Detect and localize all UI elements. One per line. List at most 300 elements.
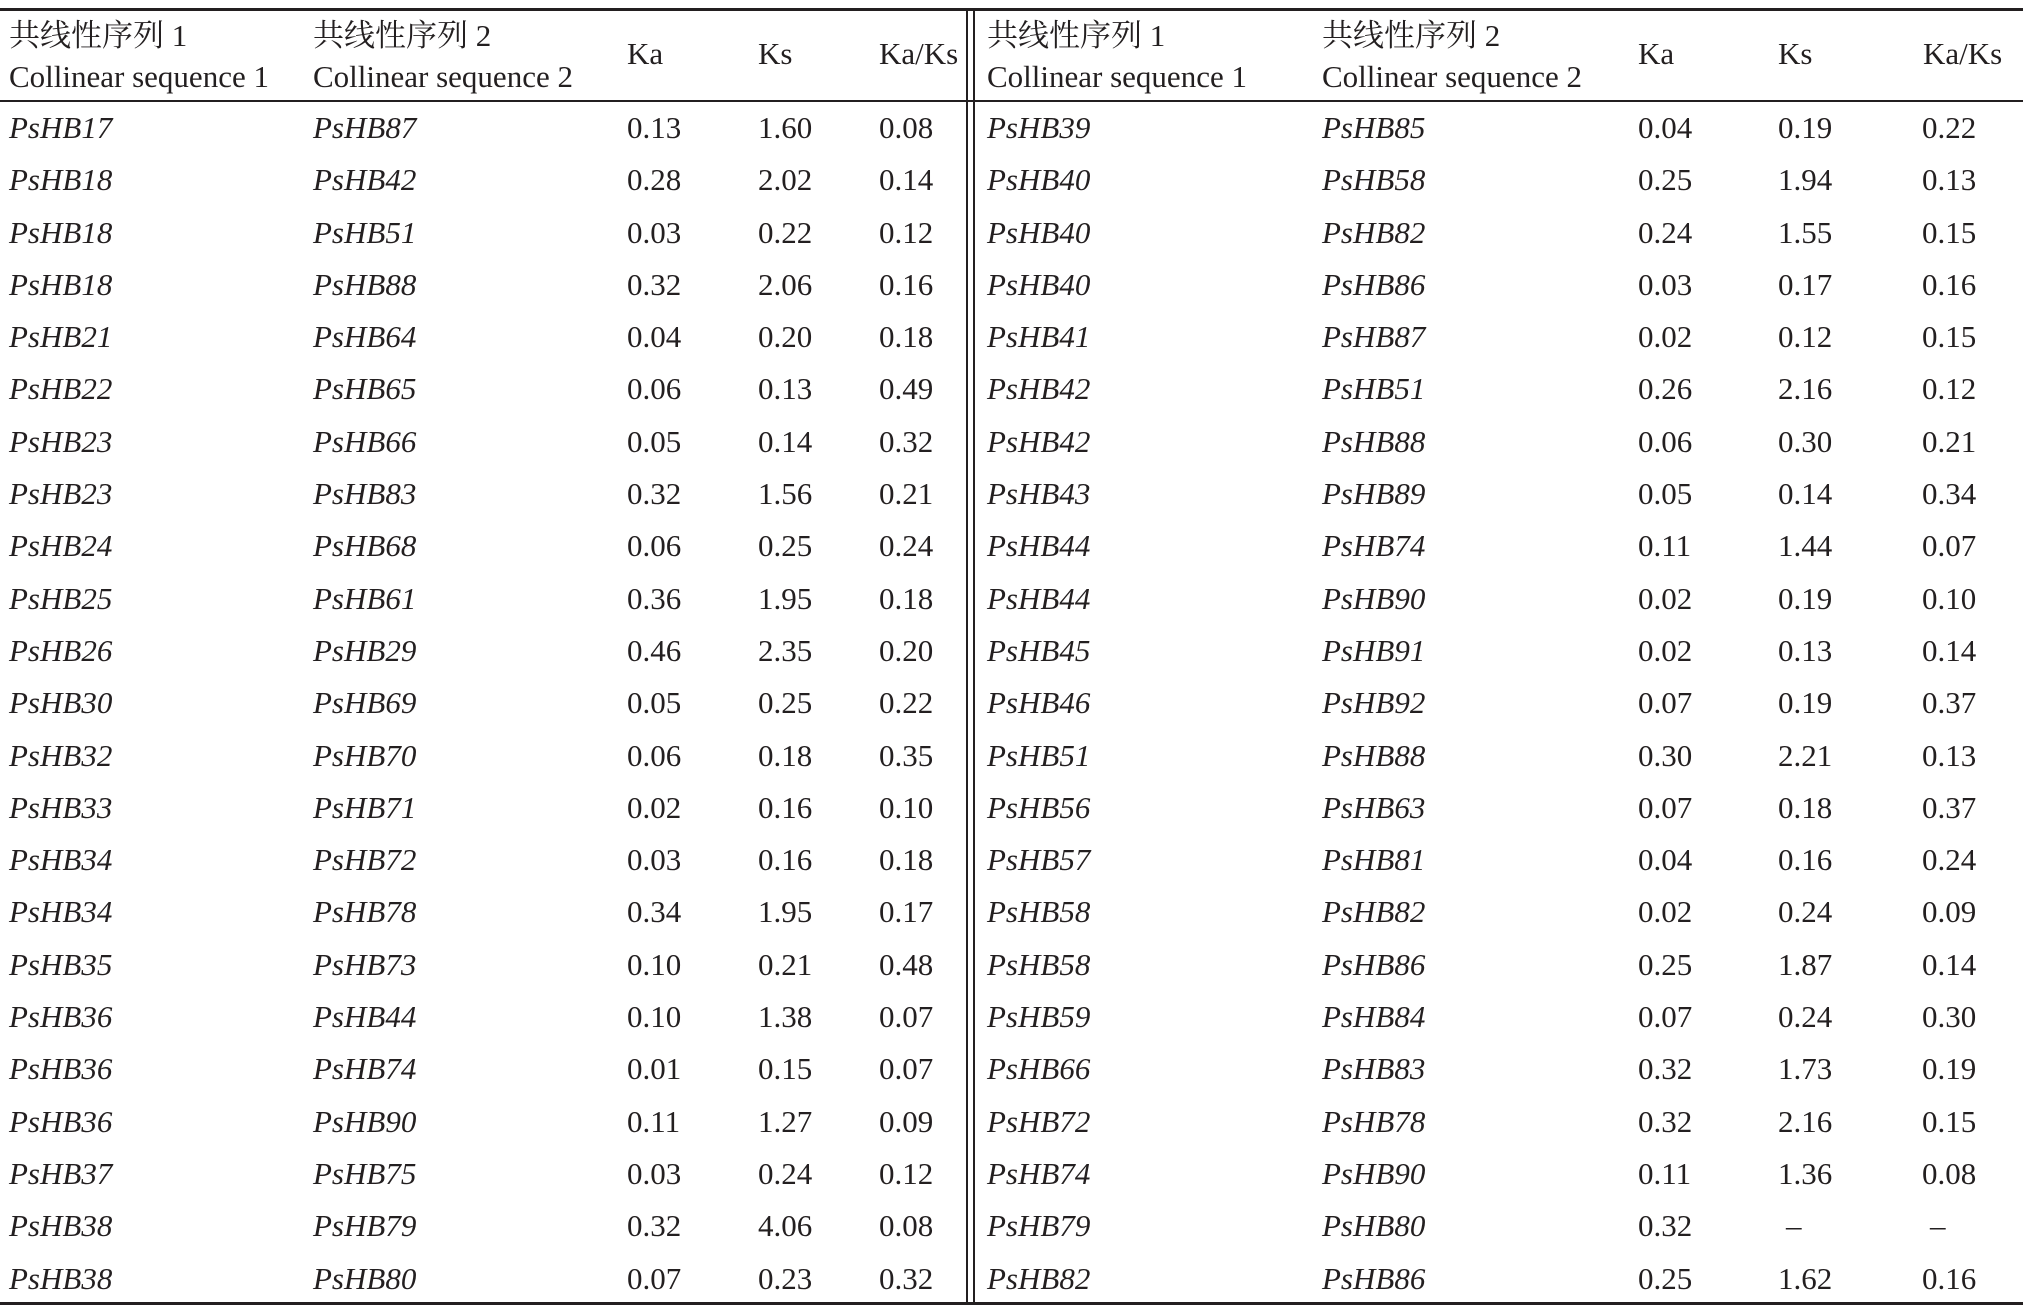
seq2-cell: PsHB87 xyxy=(1322,319,1426,355)
seq1-cell: PsHB56 xyxy=(987,789,1091,825)
kaks-cell: 0.32 xyxy=(879,423,934,459)
seq1-cell: PsHB30 xyxy=(9,685,113,721)
seq1-cell: PsHB58 xyxy=(987,946,1091,982)
ks-cell: 0.18 xyxy=(1778,789,1833,825)
kaks-cell: 0.20 xyxy=(879,632,934,668)
table-row xyxy=(0,677,970,729)
table-row xyxy=(0,782,970,834)
seq2-cell: PsHB72 xyxy=(313,842,417,878)
seq1-cell: PsHB26 xyxy=(9,632,113,668)
ka-cell: 0.02 xyxy=(1638,319,1693,355)
ka-cell: 0.32 xyxy=(627,266,682,302)
table-header xyxy=(978,8,2023,100)
ks-cell: 0.14 xyxy=(1778,476,1833,512)
kaks-cell: 0.14 xyxy=(879,162,934,198)
ks-cell: 1.87 xyxy=(1778,946,1833,982)
seq1-cell: PsHB44 xyxy=(987,580,1091,616)
ka-cell: 0.24 xyxy=(1638,214,1693,250)
seq2-cell: PsHB90 xyxy=(1322,580,1426,616)
table-row xyxy=(0,991,970,1043)
seq2-cell: PsHB70 xyxy=(313,737,417,773)
kaks-cell: 0.12 xyxy=(1922,371,1977,407)
kaks-cell: 0.18 xyxy=(879,319,934,355)
seq1-cell: PsHB74 xyxy=(987,1155,1091,1191)
table-row xyxy=(978,363,2023,415)
kaks-cell: 0.13 xyxy=(1922,162,1977,198)
header-ks: Ks xyxy=(1778,36,1813,71)
table-row xyxy=(978,991,2023,1043)
ks-cell: 0.19 xyxy=(1778,685,1833,721)
seq1-cell: PsHB57 xyxy=(987,842,1091,878)
ks-cell: 0.16 xyxy=(1778,842,1833,878)
kaks-cell: 0.21 xyxy=(879,476,934,512)
seq2-cell: PsHB90 xyxy=(313,1103,417,1139)
kaks-cell: 0.30 xyxy=(1922,999,1977,1035)
ka-cell: 0.05 xyxy=(627,423,682,459)
seq2-cell: PsHB88 xyxy=(1322,737,1426,773)
table-row xyxy=(978,1253,2023,1305)
seq1-cell: PsHB41 xyxy=(987,319,1091,355)
seq1-cell: PsHB40 xyxy=(987,162,1091,198)
double-divider-line xyxy=(973,8,975,1305)
seq2-cell: PsHB61 xyxy=(313,580,417,616)
ka-cell: 0.06 xyxy=(1638,423,1693,459)
seq1-cell: PsHB40 xyxy=(987,266,1091,302)
table-row xyxy=(978,625,2023,677)
ks-cell: 0.30 xyxy=(1778,423,1833,459)
ka-cell: 0.30 xyxy=(1638,737,1693,773)
table-row xyxy=(0,834,970,886)
collinear-table xyxy=(0,8,2029,1312)
kaks-cell: 0.35 xyxy=(879,737,934,773)
ks-cell: 1.44 xyxy=(1778,528,1833,564)
table-row xyxy=(0,207,970,259)
seq1-cell: PsHB21 xyxy=(9,319,113,355)
table-row xyxy=(0,363,970,415)
ks-cell: 0.19 xyxy=(1778,580,1833,616)
ka-cell: 0.05 xyxy=(627,685,682,721)
ka-cell: 0.03 xyxy=(627,1155,682,1191)
header-seq1-cn: 共线性序列 1 xyxy=(9,18,188,53)
seq2-cell: PsHB80 xyxy=(313,1260,417,1296)
ka-cell: 0.02 xyxy=(627,789,682,825)
table-row xyxy=(978,102,2023,154)
seq1-cell: PsHB34 xyxy=(9,842,113,878)
seq1-cell: PsHB24 xyxy=(9,528,113,564)
seq1-cell: PsHB72 xyxy=(987,1103,1091,1139)
table-row xyxy=(978,1148,2023,1200)
seq2-cell: PsHB82 xyxy=(1322,894,1426,930)
seq1-cell: PsHB18 xyxy=(9,162,113,198)
kaks-cell: 0.13 xyxy=(1922,737,1977,773)
kaks-cell: 0.07 xyxy=(1922,528,1977,564)
kaks-cell: 0.14 xyxy=(1922,946,1977,982)
table-row xyxy=(978,154,2023,206)
kaks-cell: 0.16 xyxy=(1922,1260,1977,1296)
seq1-cell: PsHB82 xyxy=(987,1260,1091,1296)
ks-cell: 0.25 xyxy=(758,685,813,721)
kaks-cell: 0.37 xyxy=(1922,789,1977,825)
ka-cell: 0.04 xyxy=(1638,110,1693,145)
ks-cell: 2.06 xyxy=(758,266,813,302)
kaks-cell: 0.24 xyxy=(879,528,934,564)
header-seq2-cn: 共线性序列 2 xyxy=(1322,18,1501,53)
ks-cell: 1.73 xyxy=(1778,1051,1833,1087)
ka-cell: 0.07 xyxy=(1638,685,1693,721)
ka-cell: 0.11 xyxy=(1638,1155,1692,1191)
seq1-cell: PsHB23 xyxy=(9,476,113,512)
ka-cell: 0.32 xyxy=(1638,1208,1693,1244)
table-row xyxy=(978,677,2023,729)
ks-cell: 0.17 xyxy=(1778,266,1833,302)
ks-cell: 2.16 xyxy=(1778,1103,1833,1139)
seq1-cell: PsHB58 xyxy=(987,894,1091,930)
seq1-cell: PsHB38 xyxy=(9,1208,113,1244)
kaks-cell: 0.32 xyxy=(879,1260,934,1296)
header-kaks: Ka/Ks xyxy=(1923,36,2003,71)
header-seq1 xyxy=(987,15,1247,97)
header-seq1-cn: 共线性序列 1 xyxy=(987,18,1166,53)
seq2-cell: PsHB83 xyxy=(313,476,417,512)
table-row xyxy=(978,1043,2023,1095)
kaks-cell: 0.15 xyxy=(1922,319,1977,355)
ks-cell: 0.13 xyxy=(758,371,813,407)
kaks-cell: 0.37 xyxy=(1922,685,1977,721)
table-row xyxy=(978,1096,2023,1148)
kaks-cell: 0.12 xyxy=(879,214,934,250)
kaks-cell: 0.14 xyxy=(1922,632,1977,668)
seq2-cell: PsHB90 xyxy=(1322,1155,1426,1191)
ka-cell: 0.25 xyxy=(1638,946,1693,982)
seq1-cell: PsHB39 xyxy=(987,110,1091,145)
header-seq2 xyxy=(313,15,573,97)
table-row xyxy=(0,1200,970,1252)
table-row xyxy=(0,416,970,468)
kaks-cell: 0.08 xyxy=(1922,1155,1977,1191)
ks-cell: 1.94 xyxy=(1778,162,1833,198)
seq2-cell: PsHB87 xyxy=(313,110,417,145)
header-seq2 xyxy=(1322,15,1582,97)
seq2-cell: PsHB66 xyxy=(313,423,417,459)
ks-cell: 0.24 xyxy=(758,1155,813,1191)
ks-cell: 0.14 xyxy=(758,423,813,459)
ka-cell: 0.02 xyxy=(1638,894,1693,930)
table-row xyxy=(978,939,2023,991)
table-row xyxy=(0,1096,970,1148)
ka-cell: 0.01 xyxy=(627,1051,682,1087)
header-seq2-en: Collinear sequence 2 xyxy=(313,59,573,94)
seq2-cell: PsHB88 xyxy=(1322,423,1426,459)
seq2-cell: PsHB81 xyxy=(1322,842,1426,878)
ka-cell: 0.06 xyxy=(627,528,682,564)
ks-cell: 1.95 xyxy=(758,894,813,930)
ks-cell: – xyxy=(1786,1208,1802,1244)
seq2-cell: PsHB83 xyxy=(1322,1051,1426,1087)
seq2-cell: PsHB89 xyxy=(1322,476,1426,512)
seq2-cell: PsHB86 xyxy=(1322,266,1426,302)
ks-cell: 1.55 xyxy=(1778,214,1833,250)
seq1-cell: PsHB36 xyxy=(9,999,113,1035)
kaks-cell: 0.21 xyxy=(1922,423,1977,459)
table-row xyxy=(978,782,2023,834)
ka-cell: 0.25 xyxy=(1638,1260,1693,1296)
ks-cell: 0.24 xyxy=(1778,999,1833,1035)
kaks-cell: 0.48 xyxy=(879,946,934,982)
kaks-cell: 0.22 xyxy=(1922,110,1977,145)
seq1-cell: PsHB51 xyxy=(987,737,1091,773)
ks-cell: 0.16 xyxy=(758,842,813,878)
kaks-cell: 0.12 xyxy=(879,1155,934,1191)
seq2-cell: PsHB51 xyxy=(1322,371,1426,407)
seq1-cell: PsHB46 xyxy=(987,685,1091,721)
table-row xyxy=(0,154,970,206)
seq2-cell: PsHB78 xyxy=(1322,1103,1426,1139)
seq2-cell: PsHB79 xyxy=(313,1208,417,1244)
kaks-cell: 0.08 xyxy=(879,1208,934,1244)
kaks-cell: 0.18 xyxy=(879,842,934,878)
seq1-cell: PsHB45 xyxy=(987,632,1091,668)
ka-cell: 0.03 xyxy=(1638,266,1693,302)
seq1-cell: PsHB37 xyxy=(9,1155,113,1191)
kaks-cell: 0.49 xyxy=(879,371,934,407)
ka-cell: 0.32 xyxy=(1638,1051,1693,1087)
kaks-cell: 0.19 xyxy=(1922,1051,1977,1087)
seq1-cell: PsHB36 xyxy=(9,1051,113,1087)
ks-cell: 4.06 xyxy=(758,1208,813,1244)
kaks-cell: 0.07 xyxy=(879,1051,934,1087)
header-ks: Ks xyxy=(758,36,793,71)
ka-cell: 0.03 xyxy=(627,214,682,250)
seq1-cell: PsHB22 xyxy=(9,371,113,407)
ks-cell: 0.22 xyxy=(758,214,813,250)
ks-cell: 0.24 xyxy=(1778,894,1833,930)
ka-cell: 0.10 xyxy=(627,999,682,1035)
header-seq2-cn: 共线性序列 2 xyxy=(313,18,492,53)
kaks-cell: – xyxy=(1930,1208,1946,1244)
table-row xyxy=(0,259,970,311)
seq1-cell: PsHB18 xyxy=(9,266,113,302)
table-row xyxy=(978,573,2023,625)
kaks-cell: 0.15 xyxy=(1922,214,1977,250)
ka-cell: 0.10 xyxy=(627,946,682,982)
ka-cell: 0.06 xyxy=(627,371,682,407)
kaks-cell: 0.24 xyxy=(1922,842,1977,878)
seq2-cell: PsHB91 xyxy=(1322,632,1426,668)
ka-cell: 0.46 xyxy=(627,632,682,668)
ks-cell: 0.23 xyxy=(758,1260,813,1296)
ks-cell: 0.19 xyxy=(1778,110,1833,145)
ka-cell: 0.05 xyxy=(1638,476,1693,512)
table-row xyxy=(978,834,2023,886)
ks-cell: 1.60 xyxy=(758,110,813,145)
kaks-cell: 0.10 xyxy=(879,789,934,825)
ka-cell: 0.34 xyxy=(627,894,682,930)
table-row xyxy=(978,886,2023,938)
table-row xyxy=(978,311,2023,363)
seq2-cell: PsHB58 xyxy=(1322,162,1426,198)
seq2-cell: PsHB42 xyxy=(313,162,417,198)
seq2-cell: PsHB92 xyxy=(1322,685,1426,721)
seq2-cell: PsHB78 xyxy=(313,894,417,930)
seq2-cell: PsHB71 xyxy=(313,789,417,825)
table-row xyxy=(978,416,2023,468)
kaks-cell: 0.10 xyxy=(1922,580,1977,616)
table-row xyxy=(978,259,2023,311)
ks-cell: 0.21 xyxy=(758,946,813,982)
table-row xyxy=(0,1253,970,1305)
table-row xyxy=(0,573,970,625)
seq2-cell: PsHB64 xyxy=(313,319,417,355)
ks-cell: 0.13 xyxy=(1778,632,1833,668)
seq2-cell: PsHB75 xyxy=(313,1155,417,1191)
ka-cell: 0.32 xyxy=(1638,1103,1693,1139)
seq1-cell: PsHB44 xyxy=(987,528,1091,564)
ks-cell: 2.02 xyxy=(758,162,813,198)
seq1-cell: PsHB23 xyxy=(9,423,113,459)
ks-cell: 1.27 xyxy=(758,1103,813,1139)
table-body xyxy=(0,102,970,1305)
seq1-cell: PsHB40 xyxy=(987,214,1091,250)
seq1-cell: PsHB25 xyxy=(9,580,113,616)
seq2-cell: PsHB44 xyxy=(313,999,417,1035)
seq2-cell: PsHB51 xyxy=(313,214,417,250)
table-row xyxy=(0,939,970,991)
kaks-cell: 0.07 xyxy=(879,999,934,1035)
ks-cell: 1.56 xyxy=(758,476,813,512)
ka-cell: 0.36 xyxy=(627,580,682,616)
ks-cell: 0.20 xyxy=(758,319,813,355)
ka-cell: 0.04 xyxy=(627,319,682,355)
kaks-cell: 0.15 xyxy=(1922,1103,1977,1139)
table-row xyxy=(0,1148,970,1200)
ka-cell: 0.32 xyxy=(627,476,682,512)
kaks-cell: 0.09 xyxy=(879,1103,934,1139)
kaks-cell: 0.16 xyxy=(1922,266,1977,302)
header-kaks: Ka/Ks xyxy=(879,36,959,71)
table-row xyxy=(978,468,2023,520)
kaks-cell: 0.17 xyxy=(879,894,934,930)
seq1-cell: PsHB43 xyxy=(987,476,1091,512)
seq1-cell: PsHB42 xyxy=(987,371,1091,407)
ka-cell: 0.11 xyxy=(627,1103,681,1139)
seq2-cell: PsHB74 xyxy=(313,1051,417,1087)
ks-cell: 0.12 xyxy=(1778,319,1833,355)
table-row xyxy=(0,625,970,677)
header-seq1 xyxy=(9,15,269,97)
seq1-cell: PsHB34 xyxy=(9,894,113,930)
ks-cell: 1.62 xyxy=(1778,1260,1833,1296)
seq2-cell: PsHB74 xyxy=(1322,528,1426,564)
ka-cell: 0.07 xyxy=(1638,789,1693,825)
table-row xyxy=(0,1043,970,1095)
table-row xyxy=(0,886,970,938)
kaks-cell: 0.16 xyxy=(879,266,934,302)
table-row xyxy=(0,102,970,154)
seq1-cell: PsHB17 xyxy=(9,110,113,145)
ks-cell: 0.25 xyxy=(758,528,813,564)
ks-cell: 1.95 xyxy=(758,580,813,616)
ka-cell: 0.32 xyxy=(627,1208,682,1244)
seq2-cell: PsHB65 xyxy=(313,371,417,407)
seq2-cell: PsHB80 xyxy=(1322,1208,1426,1244)
ka-cell: 0.13 xyxy=(627,110,682,145)
table-row xyxy=(0,520,970,572)
ks-cell: 1.38 xyxy=(758,999,813,1035)
table-row xyxy=(0,468,970,520)
seq2-cell: PsHB29 xyxy=(313,632,417,668)
table-row xyxy=(978,1200,2023,1252)
table-body xyxy=(978,102,2023,1305)
header-seq1-en: Collinear sequence 1 xyxy=(987,59,1247,94)
seq1-cell: PsHB38 xyxy=(9,1260,113,1296)
ka-cell: 0.02 xyxy=(1638,580,1693,616)
seq2-cell: PsHB85 xyxy=(1322,110,1426,145)
ks-cell: 0.18 xyxy=(758,737,813,773)
kaks-cell: 0.09 xyxy=(1922,894,1977,930)
ka-cell: 0.28 xyxy=(627,162,682,198)
seq1-cell: PsHB32 xyxy=(9,737,113,773)
ks-cell: 2.35 xyxy=(758,632,813,668)
ka-cell: 0.06 xyxy=(627,737,682,773)
header-ka: Ka xyxy=(1638,36,1675,71)
kaks-cell: 0.22 xyxy=(879,685,934,721)
ka-cell: 0.03 xyxy=(627,842,682,878)
ka-cell: 0.07 xyxy=(627,1260,682,1296)
header-seq1-en: Collinear sequence 1 xyxy=(9,59,269,94)
table-row xyxy=(0,311,970,363)
seq2-cell: PsHB86 xyxy=(1322,946,1426,982)
seq1-cell: PsHB42 xyxy=(987,423,1091,459)
table-header xyxy=(0,8,970,100)
seq1-cell: PsHB33 xyxy=(9,789,113,825)
header-ka: Ka xyxy=(627,36,664,71)
kaks-cell: 0.34 xyxy=(1922,476,1977,512)
ka-cell: 0.25 xyxy=(1638,162,1693,198)
seq1-cell: PsHB59 xyxy=(987,999,1091,1035)
ka-cell: 0.04 xyxy=(1638,842,1693,878)
ks-cell: 0.16 xyxy=(758,789,813,825)
table-row xyxy=(978,207,2023,259)
ka-cell: 0.26 xyxy=(1638,371,1693,407)
seq1-cell: PsHB79 xyxy=(987,1208,1091,1244)
ks-cell: 2.21 xyxy=(1778,737,1833,773)
seq2-cell: PsHB82 xyxy=(1322,214,1426,250)
seq2-cell: PsHB73 xyxy=(313,946,417,982)
ks-cell: 1.36 xyxy=(1778,1155,1833,1191)
table-row xyxy=(0,730,970,782)
ks-cell: 0.15 xyxy=(758,1051,813,1087)
ks-cell: 2.16 xyxy=(1778,371,1833,407)
kaks-cell: 0.08 xyxy=(879,110,934,145)
seq2-cell: PsHB86 xyxy=(1322,1260,1426,1296)
ka-cell: 0.02 xyxy=(1638,632,1693,668)
seq2-cell: PsHB88 xyxy=(313,266,417,302)
table-row xyxy=(978,520,2023,572)
ka-cell: 0.07 xyxy=(1638,999,1693,1035)
seq2-cell: PsHB69 xyxy=(313,685,417,721)
seq2-cell: PsHB63 xyxy=(1322,789,1426,825)
ka-cell: 0.11 xyxy=(1638,528,1692,564)
seq1-cell: PsHB18 xyxy=(9,214,113,250)
table-row xyxy=(978,730,2023,782)
kaks-cell: 0.18 xyxy=(879,580,934,616)
seq2-cell: PsHB68 xyxy=(313,528,417,564)
seq1-cell: PsHB35 xyxy=(9,946,113,982)
seq1-cell: PsHB66 xyxy=(987,1051,1091,1087)
header-seq2-en: Collinear sequence 2 xyxy=(1322,59,1582,94)
seq1-cell: PsHB36 xyxy=(9,1103,113,1139)
seq2-cell: PsHB84 xyxy=(1322,999,1426,1035)
